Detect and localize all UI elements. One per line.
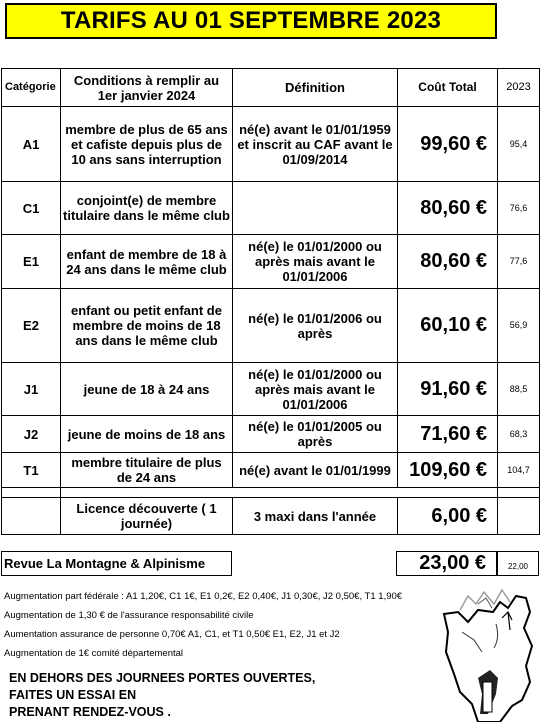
note-civil-liability: Augmentation de 1,30 € de l'assurance responsabilité civile (4, 610, 254, 621)
footer-line: PRENANT RENDEZ-VOUS . (9, 705, 171, 719)
category-code: J1 (2, 363, 61, 416)
table-row (2, 363, 540, 416)
definition-cell: né(e) avant le 01/01/1959 et inscrit au CAF avant le 01/09/2014 (233, 107, 398, 182)
header-cost: Coût Total (398, 69, 498, 107)
definition-cell: né(e) le 01/01/2000 ou après mais avant le 01/01/2006 (233, 235, 398, 289)
category-code: J2 (2, 416, 61, 453)
revue-label: Revue La Montagne & Alpinisme (1, 551, 232, 576)
tariff-table (1, 68, 540, 535)
note-departmental: Augmentation de 1€ comité départemental (4, 648, 184, 659)
conditions-cell: enfant de membre de 18 à 24 ans dans le même club (61, 235, 233, 289)
licence-definition: 3 maxi dans l'année (233, 498, 398, 535)
definition-cell: né(e) le 01/01/2005 ou après (233, 416, 398, 453)
previous-price-cell: 95,4 (498, 107, 540, 182)
licence-price: 6,00 € (398, 498, 498, 535)
revue-row (1, 551, 539, 576)
table-row (2, 235, 540, 289)
conditions-cell: conjoint(e) de membre titulaire dans le même club (61, 182, 233, 235)
footer-line: EN DEHORS DES JOURNEES PORTES OUVERTES, (9, 671, 316, 685)
table-row (2, 107, 540, 182)
definition-cell (233, 182, 398, 235)
previous-price-cell: 88,5 (498, 363, 540, 416)
previous-price-cell: 104,7 (498, 453, 540, 488)
price-cell: 60,10 € (398, 289, 498, 363)
previous-price-cell: 56,9 (498, 289, 540, 363)
conditions-cell: membre titulaire de plus de 24 ans (61, 453, 233, 488)
conditions-cell: jeune de moins de 18 ans (61, 416, 233, 453)
category-code: E2 (2, 289, 61, 363)
conditions-cell: membre de plus de 65 ans et cafiste depuis plus de 10 ans sans interruption (61, 107, 233, 182)
note-personal-insurance: Aumentation assurance de personne 0,70€ A1, C1, et T1 0,50€ E1, E2, J1 et J2 (4, 629, 340, 640)
category-code: T1 (2, 453, 61, 488)
table-row (2, 416, 540, 453)
price-cell: 80,60 € (398, 235, 498, 289)
previous-price-cell: 76,6 (498, 182, 540, 235)
footer-line: FAITES UN ESSAI EN (9, 688, 137, 702)
table-row (2, 289, 540, 363)
table-row (2, 182, 540, 235)
header-category: Catégorie (2, 69, 61, 107)
increase-notes (4, 590, 434, 666)
price-cell: 71,60 € (398, 416, 498, 453)
price-cell: 80,60 € (398, 182, 498, 235)
page-title: TARIFS AU 01 SEPTEMBRE 2023 (5, 3, 497, 39)
definition-cell: né(e) le 01/01/2006 ou après (233, 289, 398, 363)
revue-price: 23,00 € (396, 551, 497, 576)
definition-cell: né(e) avant le 01/01/1999 (233, 453, 398, 488)
licence-label: Licence découverte ( 1 journée) (61, 498, 233, 535)
licence-row (2, 498, 540, 535)
header-definition: Définition (233, 69, 398, 107)
club-logo-icon (438, 582, 538, 722)
spacer-row (2, 488, 540, 498)
category-code: C1 (2, 182, 61, 235)
revue-previous-price: 22,00 (497, 551, 539, 576)
previous-price-cell: 68,3 (498, 416, 540, 453)
table-row (2, 453, 540, 488)
conditions-cell: jeune de 18 à 24 ans (61, 363, 233, 416)
definition-cell: né(e) le 01/01/2000 ou après mais avant le 01/01/2006 (233, 363, 398, 416)
conditions-cell: enfant ou petit enfant de membre de moins de 18 ans dans le même club (61, 289, 233, 363)
price-cell: 91,60 € (398, 363, 498, 416)
category-code: E1 (2, 235, 61, 289)
price-cell: 109,60 € (398, 453, 498, 488)
category-code: A1 (2, 107, 61, 182)
previous-price-cell: 77,6 (498, 235, 540, 289)
header-year: 2023 (498, 69, 540, 107)
header-conditions: Conditions à remplir au 1er janvier 2024 (61, 69, 233, 107)
table-header-row (2, 69, 540, 107)
note-federal: Augmentation part fédérale : A1 1,20€, C1 1€, E1 0,2€, E2 0,40€, J1 0,30€, J2 0,50€, T1 1,90€ (4, 591, 403, 602)
price-cell: 99,60 € (398, 107, 498, 182)
open-days-notice (9, 670, 389, 721)
